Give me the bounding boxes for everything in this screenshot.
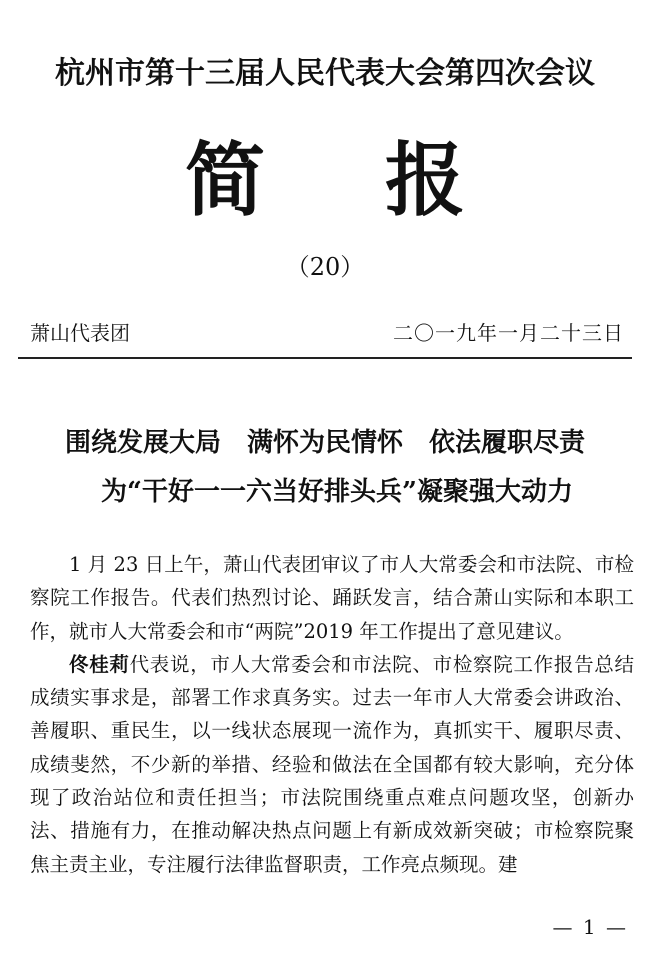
paragraph-2 xyxy=(30,648,634,881)
delegation-name: 萧山代表团 xyxy=(30,321,130,345)
headline-line-1: 围绕发展大局 满怀为民情怀 依法履职尽责 xyxy=(64,428,585,458)
speaker-name: 佟桂莉 xyxy=(69,652,130,676)
issue-number: （20） xyxy=(285,253,365,281)
header-divider xyxy=(18,357,632,359)
paragraph-1: 1 月 23 日上午，萧山代表团审议了市人大常委会和市法院、市检察院工作报告。代表们热烈讨论、踊跃发言，结合萧山实际和本职工作，就市人大常委会和市“两院”2019 年工作提出了意见建议。 xyxy=(30,553,634,643)
bulletin-title: 简报 xyxy=(185,133,585,227)
headline-line-2: 为“干好一一六当好排头兵”凝聚强大动力 xyxy=(101,477,573,507)
issue-date: 二〇一九年一月二十三日 xyxy=(393,321,624,345)
meeting-title: 杭州市第十三届人民代表大会第四次会议 xyxy=(55,56,595,91)
article-body xyxy=(30,548,634,881)
paragraph-2-text: 代表说，市人大常委会和市法院、市检察院工作报告总结成绩实事求是，部署工作求真务实。过去一年市人大常委会讲政治、善履职、重民生，以一线状态展现一流作为，真抓实干、履职尽责、成绩斐然，不少新的举措、经验和做法在全国都有较大影响，充分体现了政治站位和责任担当；市法院围绕重点难点问题攻坚，创新办法、措施有力，在推动解决热点问题上有新成效新突破；市检察院聚焦主责主业，专注履行法律监督职责，工作亮点频现。建 xyxy=(30,652,634,876)
page-number: — 1 — xyxy=(552,915,628,939)
